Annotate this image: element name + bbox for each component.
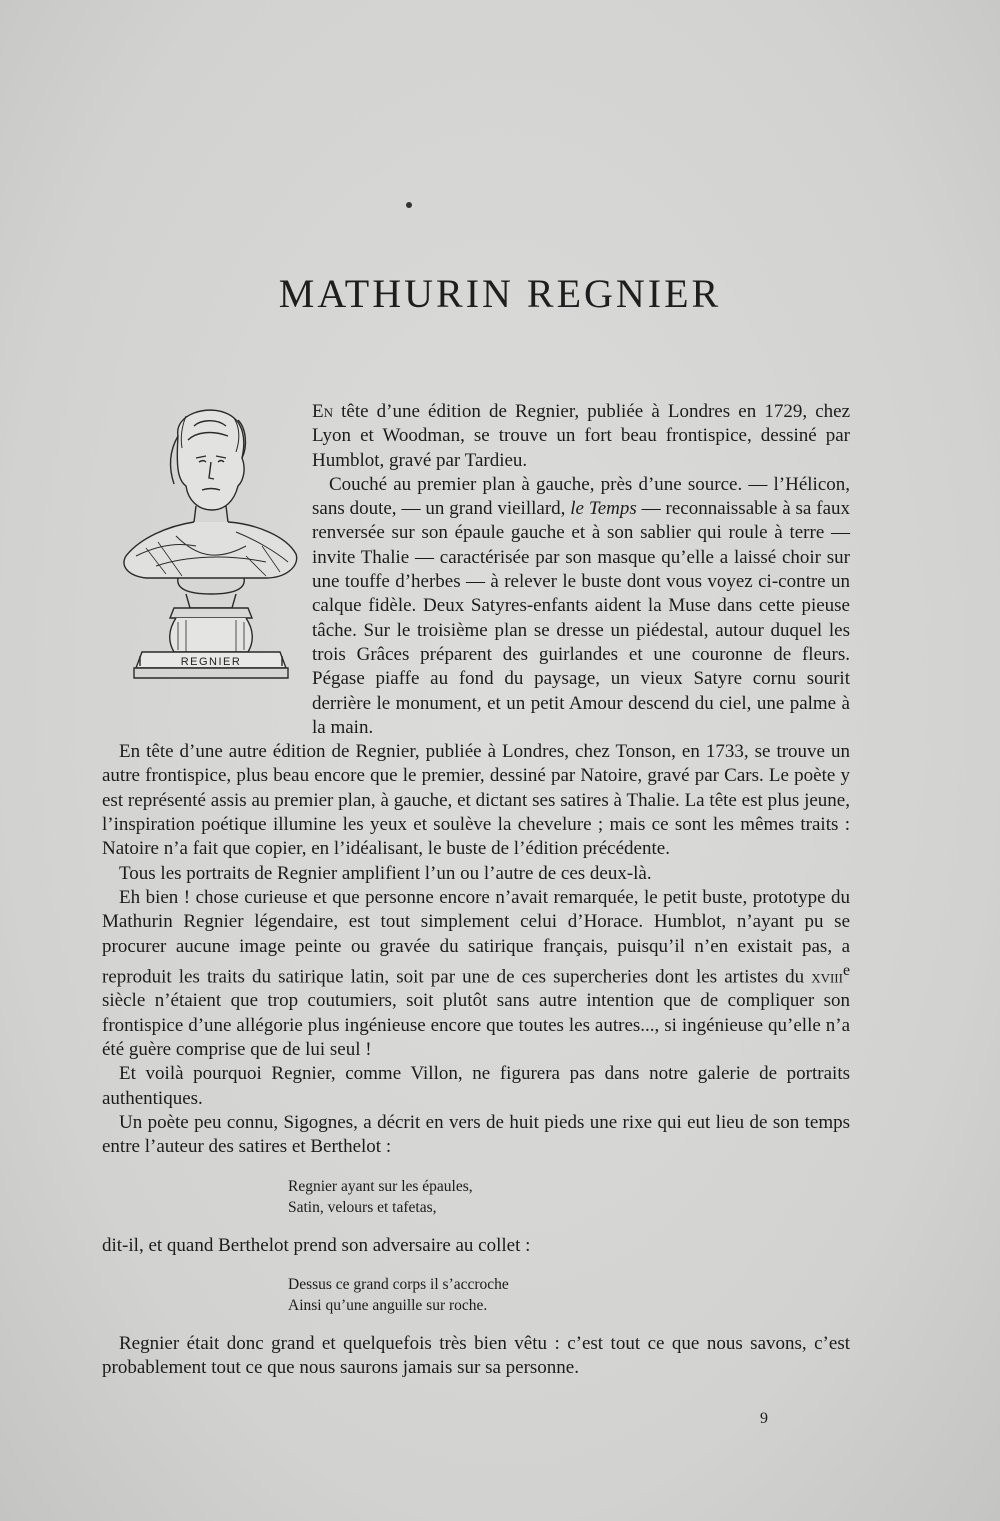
- paragraph-2-italic: le Temps: [570, 498, 637, 520]
- paragraph-9: Regnier était donc grand et quelquefois très bien vêtu : c’est tout ce que nous savons, c’est probablement tout ce que nous saurons jamais sur sa personne.: [102, 1332, 850, 1379]
- verse-1: [288, 1176, 850, 1218]
- paragraph-3: En tête d’une autre édition de Regnier, publiée à Londres, chez Tonson, en 1733, se trouve un autre frontispice, plus beau encore que le premier, dessiné par Natoire, gravé par Cars. Le poète y est représenté assis au premier plan, à gauche, et dictant ses satires à Thalie. La tête est plus jeune, l’inspiration poétique illumine les yeux et soulève la chevelure ; mais ce sont les mêmes traits : Natoire n’a fait que copier, en l’idéalisant, le buste de l’édition précédente.: [102, 741, 850, 860]
- verse-2: [288, 1274, 850, 1316]
- verse-2-line-1: Dessus ce grand corps il s’accroche: [288, 1275, 509, 1293]
- paragraph-4: Tous les portraits de Regnier amplifient l’un ou l’autre de ces deux-là.: [119, 862, 652, 884]
- paragraph-5: [102, 886, 850, 1062]
- paragraph-5-sup: e: [842, 961, 850, 979]
- ornament-dot: [406, 202, 412, 208]
- paragraph-5-century: xviii: [811, 966, 843, 988]
- verse-1-line-1: Regnier ayant sur les épaules,: [288, 1177, 473, 1195]
- page-number: 9: [760, 1410, 768, 1427]
- paragraph-1-lead: En: [312, 401, 333, 422]
- verse-1-line-2: Satin, velours et tafetas,: [288, 1198, 437, 1216]
- paragraph-8: dit-il, et quand Berthelot prend son adversaire au collet :: [102, 1234, 531, 1256]
- bust-label: REGNIER: [180, 656, 242, 668]
- page-title: MATHURIN REGNIER: [278, 271, 722, 316]
- bust-float-spacer: [102, 400, 312, 716]
- body-text: [102, 400, 850, 1380]
- paragraph-7: Un poète peu connu, Sigognes, a décrit en vers de huit pieds une rixe qui eut lieu de son temps entre l’auteur des satires et Berthelot :: [102, 1111, 850, 1158]
- paragraph-5-b: siècle n’étaient que trop coutumiers, soit plutôt sans autre intention que de compliquer son frontispice d’une allégorie plus ingénieuse encore que toutes les autres..., si ingénieuse qu’elle n’a été guère comprise que de lui seul !: [102, 990, 850, 1061]
- paragraph-2-rest: — reconnaissable à sa faux renversée sur son épaule gauche et à son sablier qui roule à terre — invite Thalie — caractérisée par son masque qu’elle a laissé choir sur une touffe d’herbes — à relever le buste dont vous voyez ci-contre un calque fidèle. Deux Satyres-enfants aident la Muse dans cette pieuse tâche. Sur le troisième plan se dresse un piédestal, autour duquel les trois Grâces préparent des guirlandes et une couronne de fleurs. Pégase piaffe au fond du paysage, un vieux Satyre cornu sourit derrière le monument, et un petit Amour descend du ciel, une palme à la main.: [312, 498, 850, 738]
- paragraph-2-start: Couché au premier plan à gauche, près d’une source. — l’Hélicon, sans doute, — un grand vieillard,: [312, 473, 850, 520]
- paragraph-6: Et voilà pourquoi Regnier, comme Villon, ne figurera pas dans notre galerie de portraits authentiques.: [102, 1063, 850, 1109]
- paragraph-1-rest: tête d’une édition de Regnier, publiée à Londres en 1729, chez Lyon et Woodman, se trouve un fort beau frontispice, dessiné par Humblot, gravé par Tardieu.: [312, 401, 850, 471]
- paragraph-5-a: Eh bien ! chose curieuse et que personne encore n’avait remarquée, le petit buste, prototype du Mathurin Regnier légendaire, est tout simplement celui d’Horace. Humblot, n’ayant pu se procurer aucune image peinte ou gravée du satirique français, puisqu’il n’en existait pas, a reproduit les traits du satirique latin, soit par une de ces supercheries dont les artistes du: [102, 886, 850, 988]
- verse-2-line-2: Ainsi qu’une anguille sur roche.: [288, 1296, 488, 1314]
